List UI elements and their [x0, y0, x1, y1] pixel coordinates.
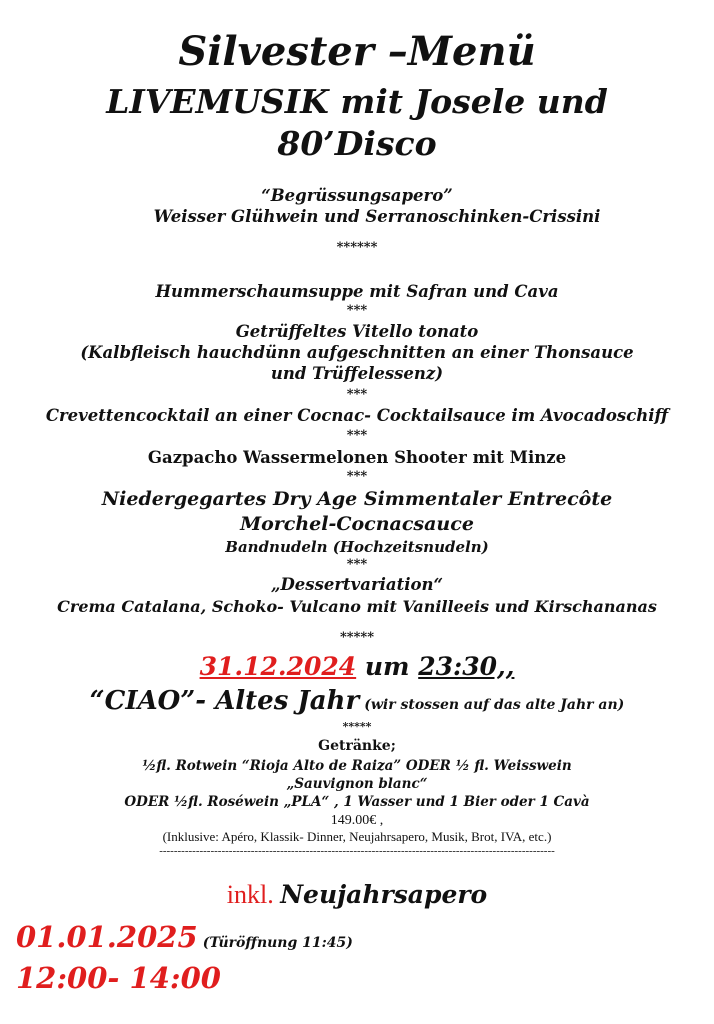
- apero-description: Weisser Glühwein und Serranoschinken-Crissini: [153, 207, 601, 226]
- event-um: um: [356, 652, 419, 681]
- separator: ******: [336, 240, 378, 255]
- ciao-note: (wir stossen auf das alte Jahr an): [364, 697, 625, 713]
- newyear-title: Neujahrsapero: [280, 880, 488, 909]
- newyear-opening: (Türöffnung 11:45): [202, 935, 353, 951]
- separator: *****: [340, 630, 374, 645]
- event-date: 31.12.2024: [199, 652, 357, 681]
- page-title: Silvester –Menü: [178, 28, 536, 75]
- drinks-heading: Getränke;: [318, 738, 396, 754]
- main-course-side: Bandnudeln (Hochzeitsnudeln): [225, 538, 489, 556]
- apero-title: “Begrüssungsapero”: [261, 186, 453, 205]
- separator: ***: [346, 387, 368, 402]
- event-time: 23:30,,: [418, 652, 515, 681]
- newyear-line: [0, 880, 714, 910]
- separator: ***: [346, 303, 368, 318]
- ciao-title: “CIAO”- Altes Jahr: [89, 686, 360, 716]
- subtitle-line-1: LIVEMUSIK mit Josele und: [106, 82, 608, 121]
- drinks-line-3: ODER ½fl. Roséwein „PLA“ , 1 Wasser und 1 Bier oder 1 Cavà: [124, 794, 590, 810]
- course-vitello-desc-1: (Kalbfleisch hauchdünn aufgeschnitten an einer Thonsauce: [80, 343, 634, 362]
- newyear-date-line: [16, 920, 353, 954]
- inclusive-note: (Inklusive: Apéro, Klassik- Dinner, Neujahrsapero, Musik, Brot, IVA, etc.): [162, 829, 552, 844]
- newyear-inkl: inkl.: [226, 880, 281, 909]
- dessert-title: „Dessertvariation“: [270, 575, 443, 594]
- drinks-line-2: „Sauvignon blanc“: [286, 776, 428, 792]
- separator: ***: [346, 557, 368, 572]
- course-vitello-title: Getrüffeltes Vitello tonato: [235, 322, 479, 341]
- main-course-line-1: Niedergegartes Dry Age Simmentaler Entrecôte: [101, 488, 613, 510]
- course-soup: Hummerschaumsuppe mit Safran und Cava: [155, 282, 559, 301]
- price: 149.00€ ,: [330, 813, 384, 828]
- main-course-line-2: Morchel-Cocnacsauce: [240, 513, 474, 535]
- dessert-description: Crema Catalana, Schoko- Vulcano mit Vanilleeis und Kirschananas: [57, 597, 657, 616]
- drinks-line-1: ½fl. Rotwein “Rioja Alto de Raiza” ODER ½ fl. Weisswein: [142, 758, 572, 774]
- divider-line: ------------------------------------------------------------------------------------------------------------: [159, 845, 555, 857]
- newyear-date: 01.01.2025: [16, 920, 198, 954]
- separator: ***: [346, 428, 368, 443]
- course-vitello-desc-2: und Trüffelessenz): [270, 364, 444, 383]
- ciao-line: [0, 686, 714, 716]
- course-gazpacho: Gazpacho Wassermelonen Shooter mit Minze: [147, 448, 567, 467]
- event-date-line: [0, 652, 714, 681]
- separator: *****: [342, 720, 372, 733]
- subtitle-line-2: 80’Disco: [277, 124, 437, 163]
- separator: ***: [346, 469, 368, 484]
- course-crevetten: Crevettencocktail an einer Cocnac- Cocktailsauce im Avocadoschiff: [45, 406, 669, 425]
- newyear-hours: 12:00- 14:00: [16, 961, 221, 995]
